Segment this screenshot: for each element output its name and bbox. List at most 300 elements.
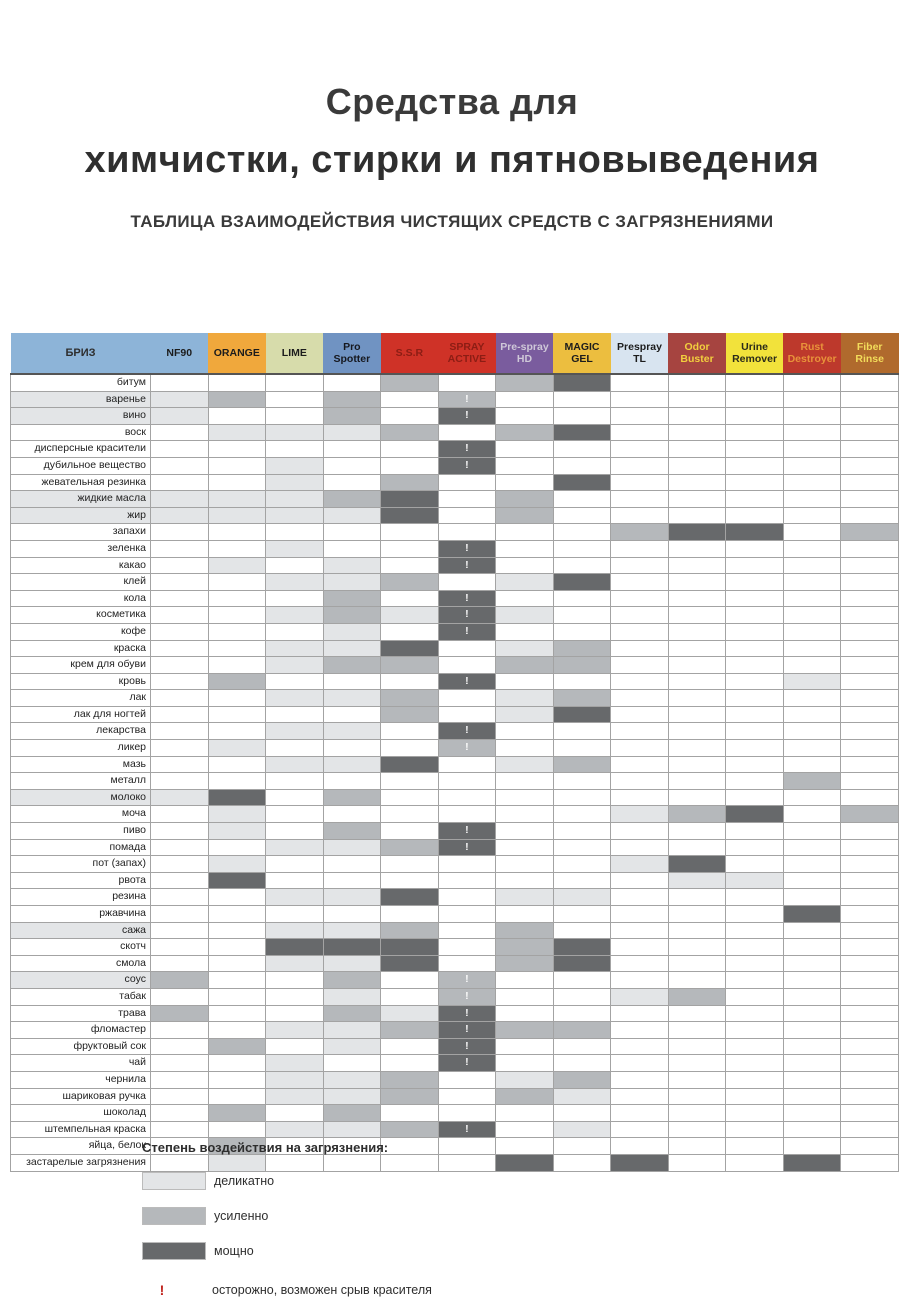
stain-cell [438, 756, 496, 773]
stain-cell [726, 1038, 784, 1055]
stain-cell [496, 424, 554, 441]
stain-cell [841, 491, 899, 508]
stain-cell [438, 1071, 496, 1088]
stain-cell [553, 939, 611, 956]
stain-cell [553, 1154, 611, 1171]
stain-cell [611, 607, 669, 624]
stain-cell [841, 507, 899, 524]
stain-cell [841, 1121, 899, 1138]
row-label: шариковая ручка [11, 1088, 151, 1105]
stain-cell [668, 1121, 726, 1138]
stain-cell [323, 789, 381, 806]
column-header-orange: ORANGE [208, 333, 266, 374]
stain-cell [668, 939, 726, 956]
stain-cell [381, 590, 439, 607]
stain-cell [323, 540, 381, 557]
stain-cell [668, 673, 726, 690]
stain-cell [496, 1138, 554, 1155]
row-label: металл [11, 773, 151, 790]
stain-cell [668, 623, 726, 640]
stain-cell [323, 640, 381, 657]
stain-cell [726, 540, 784, 557]
stain-product-matrix [10, 333, 899, 1172]
table-row [11, 491, 899, 508]
stain-cell [841, 1138, 899, 1155]
stain-cell [438, 1105, 496, 1122]
stain-cell [266, 706, 324, 723]
stain-cell [841, 657, 899, 674]
stain-cell [438, 557, 496, 574]
stain-cell [266, 1038, 324, 1055]
stain-cell [841, 524, 899, 541]
stain-cell [496, 457, 554, 474]
stain-cell [438, 574, 496, 591]
stain-cell [266, 574, 324, 591]
stain-cell [553, 756, 611, 773]
stain-cell [208, 408, 266, 425]
stain-cell [381, 1088, 439, 1105]
stain-cell [151, 972, 209, 989]
cell-warning-icon: ! [465, 1040, 469, 1052]
row-label: ржавчина [11, 906, 151, 923]
table-row [11, 590, 899, 607]
stain-cell [151, 1005, 209, 1022]
stain-cell [381, 1121, 439, 1138]
stain-cell [783, 806, 841, 823]
stain-cell [266, 457, 324, 474]
stain-cell [668, 408, 726, 425]
stain-cell [726, 723, 784, 740]
stain-cell [151, 988, 209, 1005]
row-label: застарелые загрязнения [11, 1154, 151, 1171]
stain-cell [208, 955, 266, 972]
stain-cell [323, 1071, 381, 1088]
stain-cell [323, 889, 381, 906]
stain-cell [611, 1022, 669, 1039]
stain-cell [266, 1055, 324, 1072]
stain-cell [381, 673, 439, 690]
stain-cell [726, 1105, 784, 1122]
cell-warning-icon: ! [465, 542, 469, 554]
stain-cell [726, 988, 784, 1005]
stain-cell [553, 540, 611, 557]
stain-cell [496, 1022, 554, 1039]
stain-cell [726, 507, 784, 524]
stain-cell [841, 557, 899, 574]
stain-cell [151, 789, 209, 806]
stain-cell [668, 1055, 726, 1072]
stain-cell [208, 1055, 266, 1072]
stain-cell [208, 574, 266, 591]
cell-warning-icon: ! [465, 675, 469, 687]
stain-cell [208, 856, 266, 873]
stain-cell [783, 623, 841, 640]
stain-cell [841, 856, 899, 873]
stain-cell [496, 607, 554, 624]
legend [142, 1140, 432, 1298]
stain-cell [208, 939, 266, 956]
stain-cell [496, 988, 554, 1005]
stain-cell [151, 491, 209, 508]
stain-cell [496, 374, 554, 391]
stain-cell [726, 607, 784, 624]
stain-cell [553, 623, 611, 640]
cell-warning-icon: ! [465, 609, 469, 621]
stain-cell [151, 424, 209, 441]
stain-cell [323, 723, 381, 740]
stain-cell [783, 823, 841, 840]
stain-cell [323, 856, 381, 873]
stain-cell [611, 1071, 669, 1088]
table-row [11, 872, 899, 889]
stain-cell [783, 607, 841, 624]
row-label: лак [11, 690, 151, 707]
row-label: ликер [11, 740, 151, 757]
stain-cell [783, 939, 841, 956]
stain-cell [841, 773, 899, 790]
stain-cell [841, 706, 899, 723]
stain-cell [611, 557, 669, 574]
stain-cell [726, 756, 784, 773]
stain-cell [553, 657, 611, 674]
stain-cell [151, 474, 209, 491]
stain-cell [208, 988, 266, 1005]
cell-warning-icon: ! [465, 410, 469, 422]
legend-swatch-level-2 [142, 1207, 206, 1225]
stain-cell [553, 922, 611, 939]
stain-cell [496, 856, 554, 873]
stain-cell [266, 806, 324, 823]
stain-cell [841, 374, 899, 391]
stain-cell [611, 640, 669, 657]
stain-cell [726, 457, 784, 474]
stain-cell [553, 988, 611, 1005]
stain-cell [438, 391, 496, 408]
stain-cell [726, 789, 784, 806]
stain-cell [151, 1071, 209, 1088]
stain-cell [323, 391, 381, 408]
stain-cell [438, 507, 496, 524]
stain-cell [611, 424, 669, 441]
stain-cell [611, 856, 669, 873]
stain-cell [151, 457, 209, 474]
stain-cell [668, 1154, 726, 1171]
stain-cell [151, 1055, 209, 1072]
stain-cell [611, 906, 669, 923]
cell-warning-icon: ! [465, 990, 469, 1002]
stain-cell [323, 574, 381, 591]
stain-cell [438, 657, 496, 674]
stain-cell [726, 441, 784, 458]
row-label: запахи [11, 524, 151, 541]
stain-cell [726, 491, 784, 508]
stain-cell [208, 540, 266, 557]
stain-cell [438, 524, 496, 541]
stain-cell [381, 1005, 439, 1022]
stain-cell [438, 939, 496, 956]
stain-cell [266, 491, 324, 508]
stain-cell [208, 706, 266, 723]
stain-cell [496, 391, 554, 408]
stain-cell [266, 408, 324, 425]
stain-cell [381, 491, 439, 508]
stain-cell [438, 723, 496, 740]
stain-cell [323, 972, 381, 989]
stain-cell [611, 823, 669, 840]
stain-cell [323, 839, 381, 856]
stain-cell [266, 988, 324, 1005]
column-header-prespray-tl: Prespray TL [611, 333, 669, 374]
stain-cell [323, 590, 381, 607]
stain-cell [208, 906, 266, 923]
stain-cell [783, 441, 841, 458]
row-label: чай [11, 1055, 151, 1072]
stain-cell [323, 507, 381, 524]
stain-cell [496, 955, 554, 972]
stain-cell [266, 441, 324, 458]
row-label: штемпельная краска [11, 1121, 151, 1138]
stain-cell [611, 474, 669, 491]
stain-cell [381, 524, 439, 541]
stain-cell [611, 756, 669, 773]
cell-warning-icon: ! [465, 1024, 469, 1036]
stain-cell [611, 806, 669, 823]
row-label: помада [11, 839, 151, 856]
stain-cell [611, 1055, 669, 1072]
legend-swatch-level-1 [142, 1172, 206, 1190]
table-row [11, 424, 899, 441]
stain-cell [151, 1121, 209, 1138]
stain-cell [266, 1005, 324, 1022]
stain-cell [151, 557, 209, 574]
stain-cell [611, 773, 669, 790]
stain-cell [668, 607, 726, 624]
stain-cell [323, 1038, 381, 1055]
stain-cell [266, 657, 324, 674]
stain-cell [438, 673, 496, 690]
stain-cell [323, 922, 381, 939]
stain-cell [151, 640, 209, 657]
stain-cell [208, 524, 266, 541]
stain-cell [611, 507, 669, 524]
stain-cell [381, 640, 439, 657]
stain-cell [553, 607, 611, 624]
stain-cell [496, 906, 554, 923]
table-subtitle: ТАБЛИЦА ВЗАИМОДЕЙСТВИЯ ЧИСТЯЩИХ СРЕДСТВ С ЗАГРЯЗНЕНИЯМИ [130, 211, 774, 231]
stain-cell [323, 623, 381, 640]
stain-cell [726, 408, 784, 425]
stain-cell [323, 1005, 381, 1022]
stain-cell [438, 872, 496, 889]
row-label: воск [11, 424, 151, 441]
table-row [11, 922, 899, 939]
stain-cell [553, 491, 611, 508]
stain-cell [611, 706, 669, 723]
row-label: лекарства [11, 723, 151, 740]
stain-cell [668, 1005, 726, 1022]
table-row [11, 391, 899, 408]
cell-warning-icon: ! [465, 1123, 469, 1135]
stain-cell [323, 491, 381, 508]
stain-cell [438, 690, 496, 707]
table-row [11, 972, 899, 989]
stain-cell [783, 1005, 841, 1022]
stain-cell [553, 408, 611, 425]
stain-cell [553, 374, 611, 391]
stain-cell [208, 441, 266, 458]
stain-cell [381, 872, 439, 889]
stain-cell [266, 939, 324, 956]
stain-cell [151, 889, 209, 906]
stain-cell [783, 988, 841, 1005]
table-row [11, 1005, 899, 1022]
stain-cell [841, 1022, 899, 1039]
stain-cell [668, 889, 726, 906]
stain-cell [553, 839, 611, 856]
stain-cell [208, 740, 266, 757]
stain-cell [496, 972, 554, 989]
stain-cell [381, 474, 439, 491]
stain-cell [668, 424, 726, 441]
brand-column-header: БРИЗ [11, 333, 151, 374]
stain-cell [266, 690, 324, 707]
stain-cell [783, 706, 841, 723]
stain-cell [151, 706, 209, 723]
stain-cell [151, 623, 209, 640]
stain-cell [783, 906, 841, 923]
stain-cell [266, 955, 324, 972]
stain-cell [266, 922, 324, 939]
row-label: скотч [11, 939, 151, 956]
table-row [11, 524, 899, 541]
stain-cell [611, 889, 669, 906]
stain-cell [438, 1005, 496, 1022]
stain-cell [208, 457, 266, 474]
stain-cell [208, 657, 266, 674]
stain-cell [783, 690, 841, 707]
row-label: клей [11, 574, 151, 591]
stain-cell [841, 457, 899, 474]
stain-cell [841, 673, 899, 690]
stain-cell [553, 1121, 611, 1138]
cell-warning-icon: ! [465, 393, 469, 405]
stain-cell [668, 988, 726, 1005]
stain-cell [208, 1121, 266, 1138]
row-label: соус [11, 972, 151, 989]
stain-cell [611, 408, 669, 425]
row-label: жир [11, 507, 151, 524]
stain-cell [841, 1088, 899, 1105]
stain-cell [783, 839, 841, 856]
table-row [11, 723, 899, 740]
stain-cell [151, 673, 209, 690]
stain-cell [151, 657, 209, 674]
stain-cell [553, 955, 611, 972]
stain-cell [726, 524, 784, 541]
stain-cell [553, 1055, 611, 1072]
stain-cell [611, 574, 669, 591]
table-row [11, 474, 899, 491]
stain-cell [208, 1105, 266, 1122]
stain-cell [496, 474, 554, 491]
stain-cell [841, 939, 899, 956]
table-row [11, 623, 899, 640]
stain-cell [783, 590, 841, 607]
stain-cell [611, 540, 669, 557]
stain-cell [438, 972, 496, 989]
stain-cell [553, 1022, 611, 1039]
stain-cell [726, 1055, 784, 1072]
stain-cell [553, 889, 611, 906]
stain-cell [611, 972, 669, 989]
stain-cell [841, 823, 899, 840]
stain-cell [841, 988, 899, 1005]
stain-cell [611, 789, 669, 806]
stain-cell [208, 374, 266, 391]
row-label: косметика [11, 607, 151, 624]
stain-cell [553, 507, 611, 524]
stain-cell [611, 623, 669, 640]
stain-cell [208, 623, 266, 640]
stain-cell [783, 457, 841, 474]
stain-cell [323, 673, 381, 690]
table-row [11, 457, 899, 474]
page-title-line2: химчистки, стирки и пятновыведения [84, 138, 820, 181]
stain-cell [438, 1055, 496, 1072]
table-row [11, 988, 899, 1005]
row-label: зеленка [11, 540, 151, 557]
stain-cell [726, 424, 784, 441]
stain-cell [553, 856, 611, 873]
stain-cell [438, 623, 496, 640]
stain-cell [783, 1071, 841, 1088]
table-row [11, 408, 899, 425]
stain-cell [438, 1154, 496, 1171]
stain-cell [266, 773, 324, 790]
stain-cell [323, 657, 381, 674]
matrix-header-row [11, 333, 899, 374]
stain-cell [151, 955, 209, 972]
stain-cell [783, 740, 841, 757]
cell-warning-icon: ! [465, 841, 469, 853]
stain-cell [323, 424, 381, 441]
stain-cell [438, 1022, 496, 1039]
stain-cell [553, 823, 611, 840]
stain-cell [266, 640, 324, 657]
table-row [11, 540, 899, 557]
stain-cell [438, 889, 496, 906]
stain-cell [151, 922, 209, 939]
stain-cell [208, 972, 266, 989]
stain-cell [668, 557, 726, 574]
stain-cell [783, 673, 841, 690]
stain-cell [266, 607, 324, 624]
page-title [0, 78, 904, 186]
stain-cell [783, 574, 841, 591]
row-label: кофе [11, 623, 151, 640]
stain-cell [438, 640, 496, 657]
stain-cell [668, 740, 726, 757]
stain-cell [553, 806, 611, 823]
stain-cell [611, 690, 669, 707]
stain-cell [208, 1022, 266, 1039]
stain-cell [783, 1055, 841, 1072]
legend-item-label: усиленно [214, 1209, 269, 1223]
stain-cell [381, 922, 439, 939]
stain-cell [726, 623, 784, 640]
table-row [11, 906, 899, 923]
stain-cell [323, 906, 381, 923]
